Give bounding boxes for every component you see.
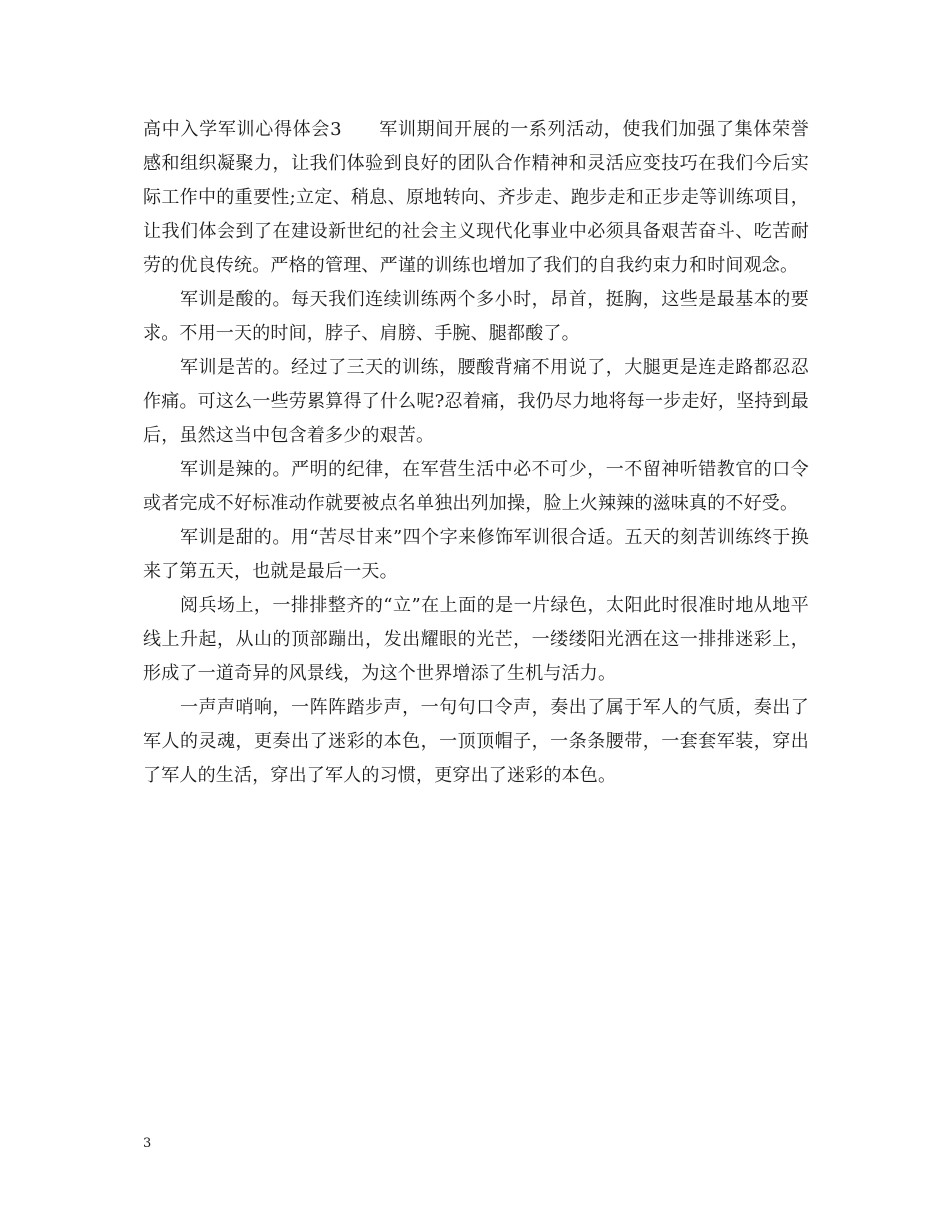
paragraph-bitter: 军训是苦的。经过了三天的训练，腰酸背痛不用说了，大腿更是连走路都忍忍作痛。可这么一些劳累算得了什么呢?忍着痛，我仍尽力地将每一步走好，坚持到最后，虽然这当中包含着多少的艰苦。 [143,357,809,446]
document-body [143,113,809,793]
paragraph-closing: 一声声哨响，一阵阵踏步声，一句句口令声，奏出了属于军人的气质，奏出了军人的灵魂，更奏出了迷彩的本色，一顶顶帽子，一条条腰带，一套套军装，穿出了军人的生活，穿出了军人的习惯，更穿出了迷彩的本色。 [143,697,809,786]
paragraph-sour: 军训是酸的。每天我们连续训练两个多小时，昂首，挺胸，这些是最基本的要求。不用一天的时间，脖子、肩膀、手腕、腿都酸了。 [143,289,809,344]
paragraph-intro-text: 军训期间开展的一系列活动，使我们加强了集体荣誉感和组织凝聚力，让我们体验到良好的团队合作精神和灵活应变技巧在我们今后实际工作中的重要性;立定、稍息、原地转向、齐步走、跑步走和正步走等训练项目，让我们体会到了在建设新世纪的社会主义现代化事业中必须具备艰苦奋斗、吃苦耐劳的优良传统。严格的管理、严谨的训练也增加了我们的自我约束力和时间观念。 [143,119,809,276]
document-title: 高中入学军训心得体会3 [143,119,342,140]
paragraph-parade: 阅兵场上，一排排整齐的“立”在上面的是一片绿色，太阳此时很准时地从地平线上升起，从山的顶部蹦出，发出耀眼的光芒，一缕缕阳光洒在这一排排迷彩上，形成了一道奇异的风景线，为这个世界增添了生机与活力。 [143,595,809,684]
paragraph-intro [143,113,809,283]
page-number: 3 [143,1136,152,1151]
paragraph-spicy: 军训是辣的。严明的纪律，在军营生活中必不可少，一不留神听错教官的口令或者完成不好标准动作就要被点名单独出列加操，脸上火辣辣的滋味真的不好受。 [143,459,809,514]
paragraph-sweet: 军训是甜的。用“苦尽甘来”四个字来修饰军训很合适。五天的刻苦训练终于换来了第五天，也就是最后一天。 [143,527,809,582]
